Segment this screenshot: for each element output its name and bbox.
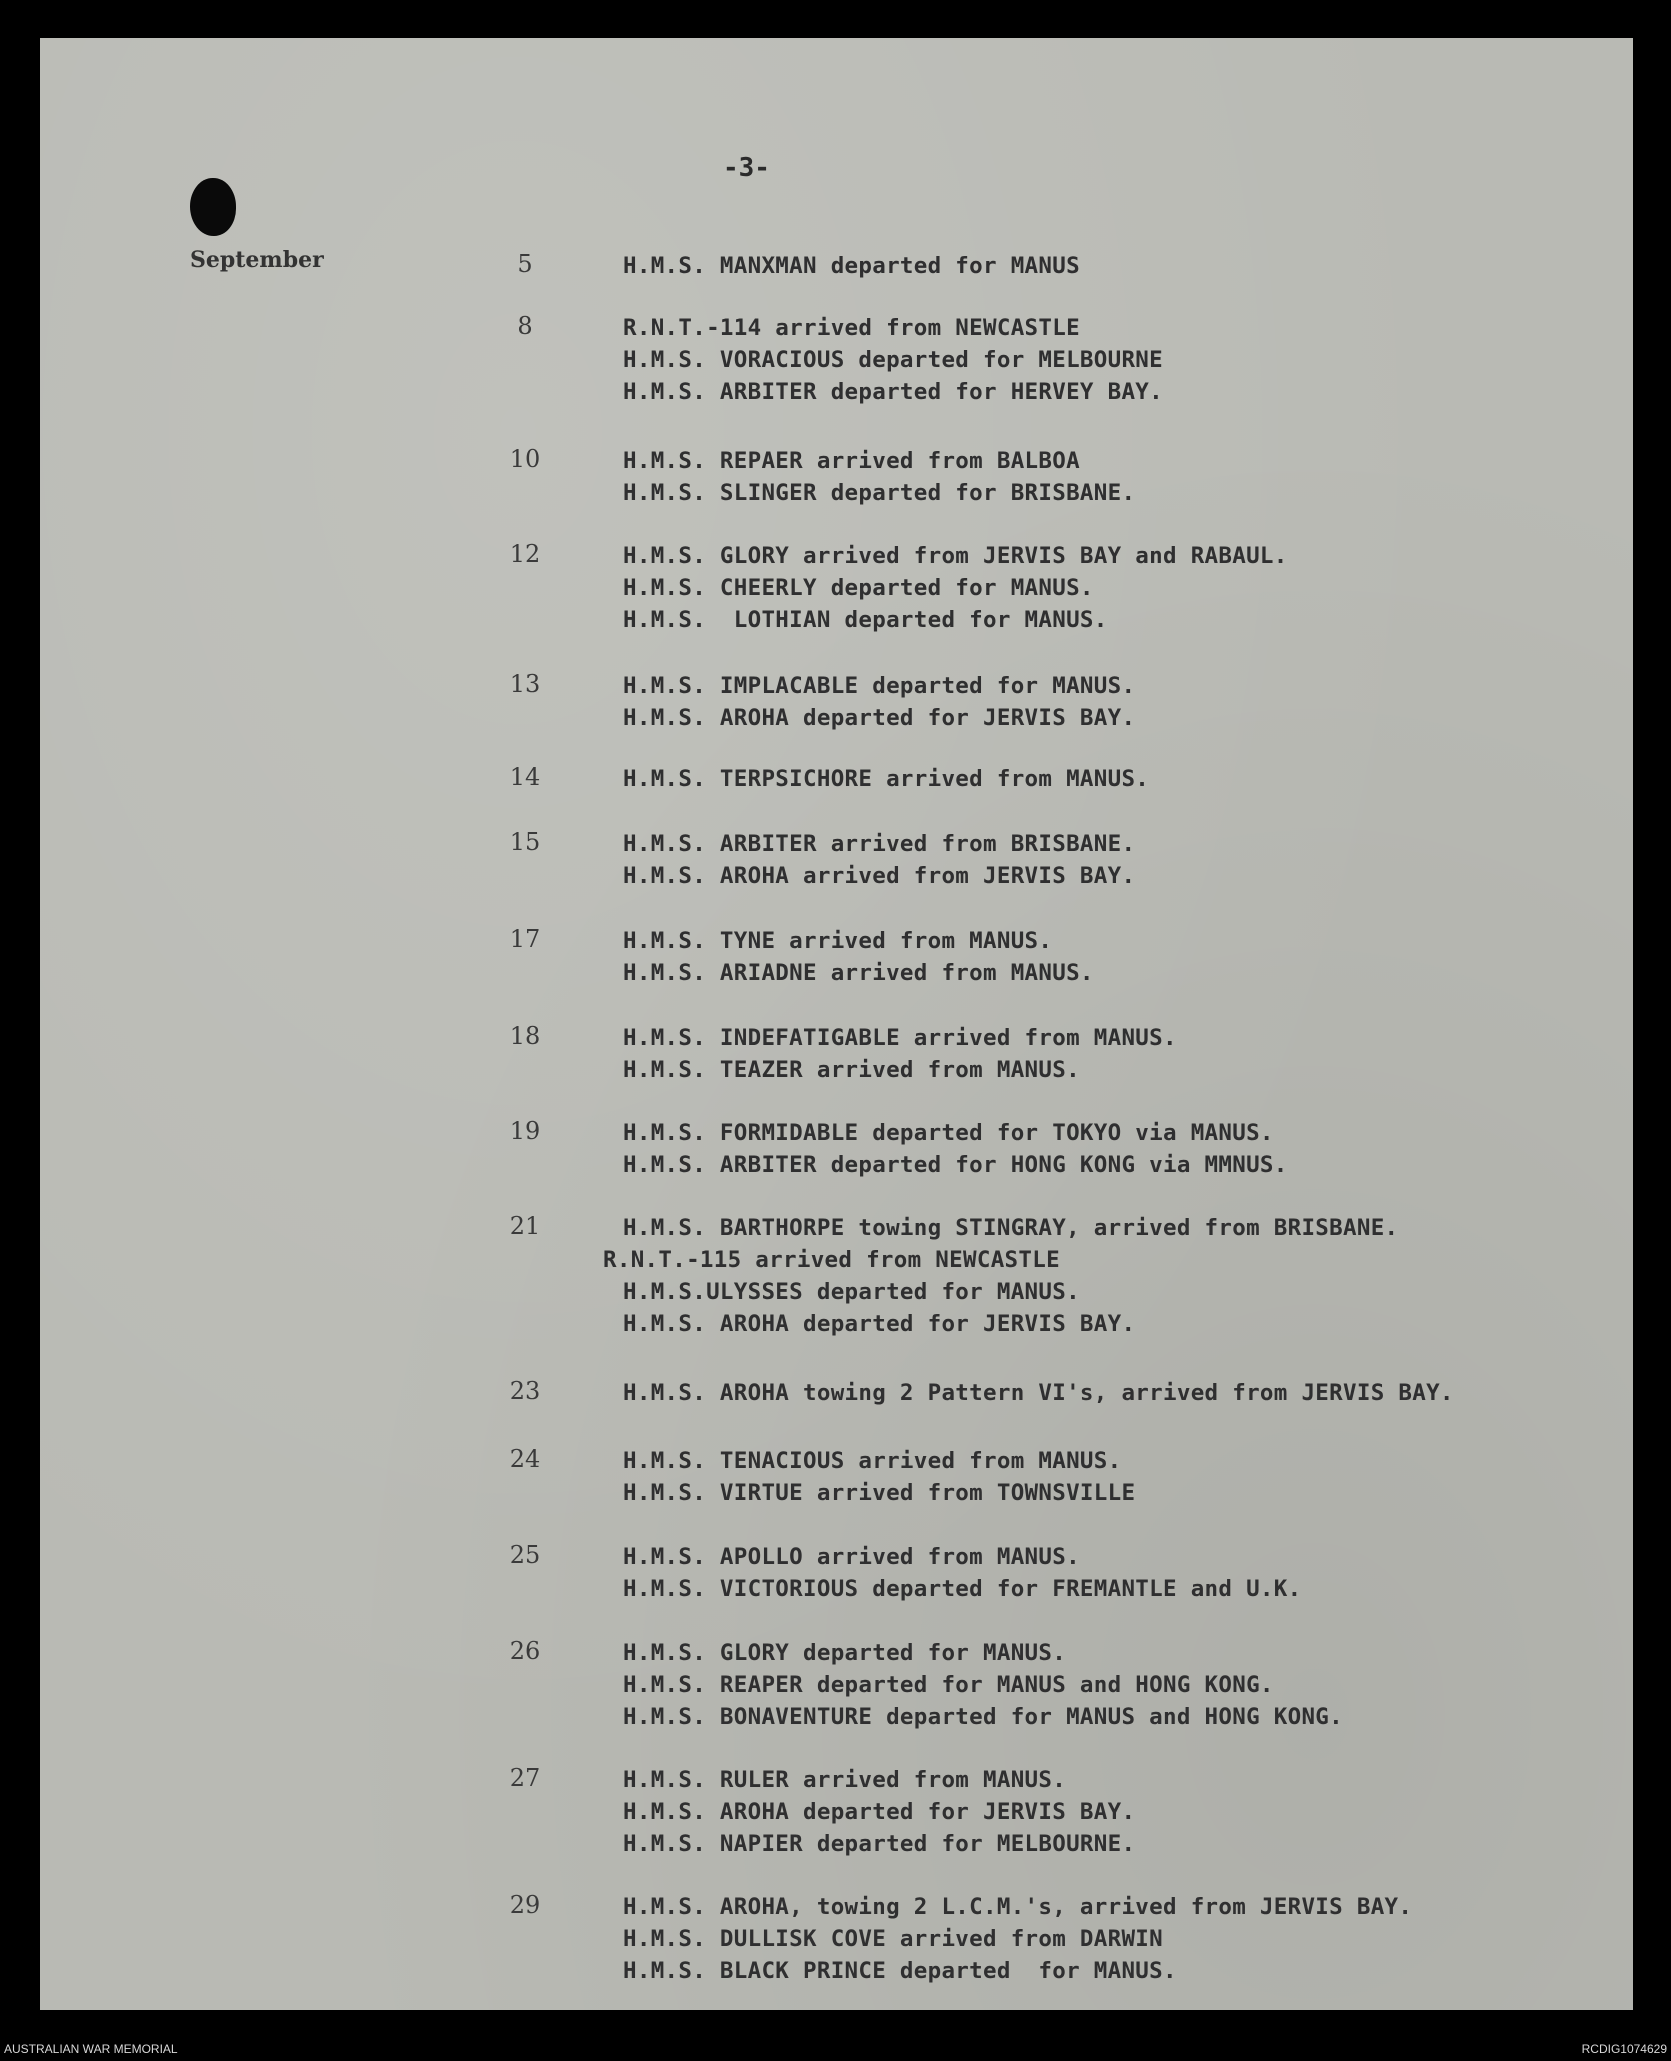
movement-line: H.M.S. FORMIDABLE departed for TOKYO via MANUS. [623, 1120, 1274, 1146]
day-number: 29 [509, 1891, 541, 1919]
day-number: 15 [509, 828, 541, 856]
page-number: -3- [723, 153, 770, 183]
entry-lines [623, 763, 1149, 795]
day-number: 19 [509, 1117, 541, 1145]
movement-line: H.M.S. CHEERLY departed for MANUS. [623, 575, 1094, 601]
movement-line: H.M.S. BONAVENTURE departed for MANUS and HONG KONG. [623, 1704, 1343, 1730]
movement-line: R.N.T.-115 arrived from NEWCASTLE [603, 1247, 1060, 1273]
movement-line: H.M.S. GLORY arrived from JERVIS BAY and RABAUL. [623, 543, 1288, 569]
movement-line: H.M.S. ARBITER departed for HERVEY BAY. [623, 379, 1163, 405]
day-number: 8 [517, 312, 533, 340]
movement-line: H.M.S. REAPER departed for MANUS and HONG KONG. [623, 1672, 1274, 1698]
entry-lines [623, 1541, 1301, 1605]
movement-line: H.M.S. VIRTUE arrived from TOWNSVILLE [623, 1480, 1136, 1506]
movement-line: H.M.S. TENACIOUS arrived from MANUS. [623, 1448, 1122, 1474]
day-number: 5 [517, 250, 533, 278]
movement-line: R.N.T.-114 arrived from NEWCASTLE [623, 315, 1080, 341]
movement-line: H.M.S. TEAZER arrived from MANUS. [623, 1057, 1080, 1083]
day-number: 13 [509, 670, 541, 698]
movement-line: H.M.S. AROHA, towing 2 L.C.M.'s, arrived from JERVIS BAY. [623, 1894, 1413, 1920]
day-number: 14 [509, 763, 541, 791]
movement-line: H.M.S. AROHA departed for JERVIS BAY. [623, 1799, 1136, 1825]
day-number: 25 [509, 1541, 541, 1569]
day-number: 12 [509, 540, 541, 568]
movement-line: H.M.S. RULER arrived from MANUS. [623, 1767, 1067, 1793]
movement-line: H.M.S. AROHA departed for JERVIS BAY. [623, 705, 1136, 731]
day-number: 21 [509, 1212, 541, 1240]
movement-line: H.M.S. TYNE arrived from MANUS. [623, 928, 1053, 954]
archive-credit: AUSTRALIAN WAR MEMORIAL [4, 2042, 178, 2056]
entry-lines [623, 1377, 1454, 1409]
movement-line: H.M.S. IMPLACABLE departed for MANUS. [623, 673, 1136, 699]
entry-lines [623, 1764, 1135, 1860]
movement-line: H.M.S. LOTHIAN departed for MANUS. [623, 607, 1108, 633]
movement-line: H.M.S. AROHA arrived from JERVIS BAY. [623, 863, 1136, 889]
entry-lines [603, 1212, 1399, 1340]
movement-line: H.M.S. ARIADNE arrived from MANUS. [623, 960, 1094, 986]
entry-lines [623, 250, 1080, 282]
movement-line: H.M.S. NAPIER departed for MELBOURNE. [623, 1831, 1136, 1857]
entry-lines [623, 1891, 1412, 1987]
day-number: 23 [509, 1377, 541, 1405]
day-number: 10 [509, 445, 541, 473]
movement-line: H.M.S. VICTORIOUS departed for FREMANTLE and U.K. [623, 1576, 1302, 1602]
entry-lines [623, 540, 1288, 636]
entry-lines [623, 828, 1135, 892]
entry-lines [623, 925, 1094, 989]
entry-lines [623, 1117, 1288, 1181]
movement-line: H.M.S. ARBITER departed for HONG KONG via MMNUS. [623, 1152, 1288, 1178]
movement-line: H.M.S. REPAER arrived from BALBOA [623, 448, 1080, 474]
movement-line: H.M.S. GLORY departed for MANUS. [623, 1640, 1067, 1666]
entry-lines [623, 312, 1163, 408]
movement-line: H.M.S. VORACIOUS departed for MELBOURNE [623, 347, 1163, 373]
day-number: 26 [509, 1637, 541, 1665]
movement-line: H.M.S. TERPSICHORE arrived from MANUS. [623, 766, 1150, 792]
entry-lines [623, 670, 1135, 734]
day-number: 17 [509, 925, 541, 953]
entry-lines [623, 1445, 1135, 1509]
movement-line: H.M.S.ULYSSES departed for MANUS. [623, 1279, 1080, 1305]
entry-lines [623, 445, 1135, 509]
movement-line: H.M.S. DULLISK COVE arrived from DARWIN [623, 1926, 1163, 1952]
movement-line: H.M.S. AROHA departed for JERVIS BAY. [623, 1311, 1136, 1337]
day-number: 18 [509, 1022, 541, 1050]
movement-line: H.M.S. BARTHORPE towing STINGRAY, arrived from BRISBANE. [623, 1215, 1399, 1241]
movement-line: H.M.S. INDEFATIGABLE arrived from MANUS. [623, 1025, 1177, 1051]
movement-line: H.M.S. SLINGER departed for BRISBANE. [623, 480, 1136, 506]
entry-lines [623, 1022, 1177, 1086]
movement-line: H.M.S. MANXMAN departed for MANUS [623, 253, 1080, 279]
movement-line: H.M.S. APOLLO arrived from MANUS. [623, 1544, 1080, 1570]
day-number: 24 [509, 1445, 541, 1473]
entry-lines [623, 1637, 1343, 1733]
movement-line: H.M.S. AROHA towing 2 Pattern VI's, arrived from JERVIS BAY. [623, 1380, 1454, 1406]
day-number: 27 [509, 1764, 541, 1792]
movement-line: H.M.S. BLACK PRINCE departed for MANUS. [623, 1958, 1177, 1984]
movement-line: H.M.S. ARBITER arrived from BRISBANE. [623, 831, 1136, 857]
month-label: September [190, 247, 324, 273]
record-id: RCDIG1074629 [1581, 2042, 1667, 2056]
